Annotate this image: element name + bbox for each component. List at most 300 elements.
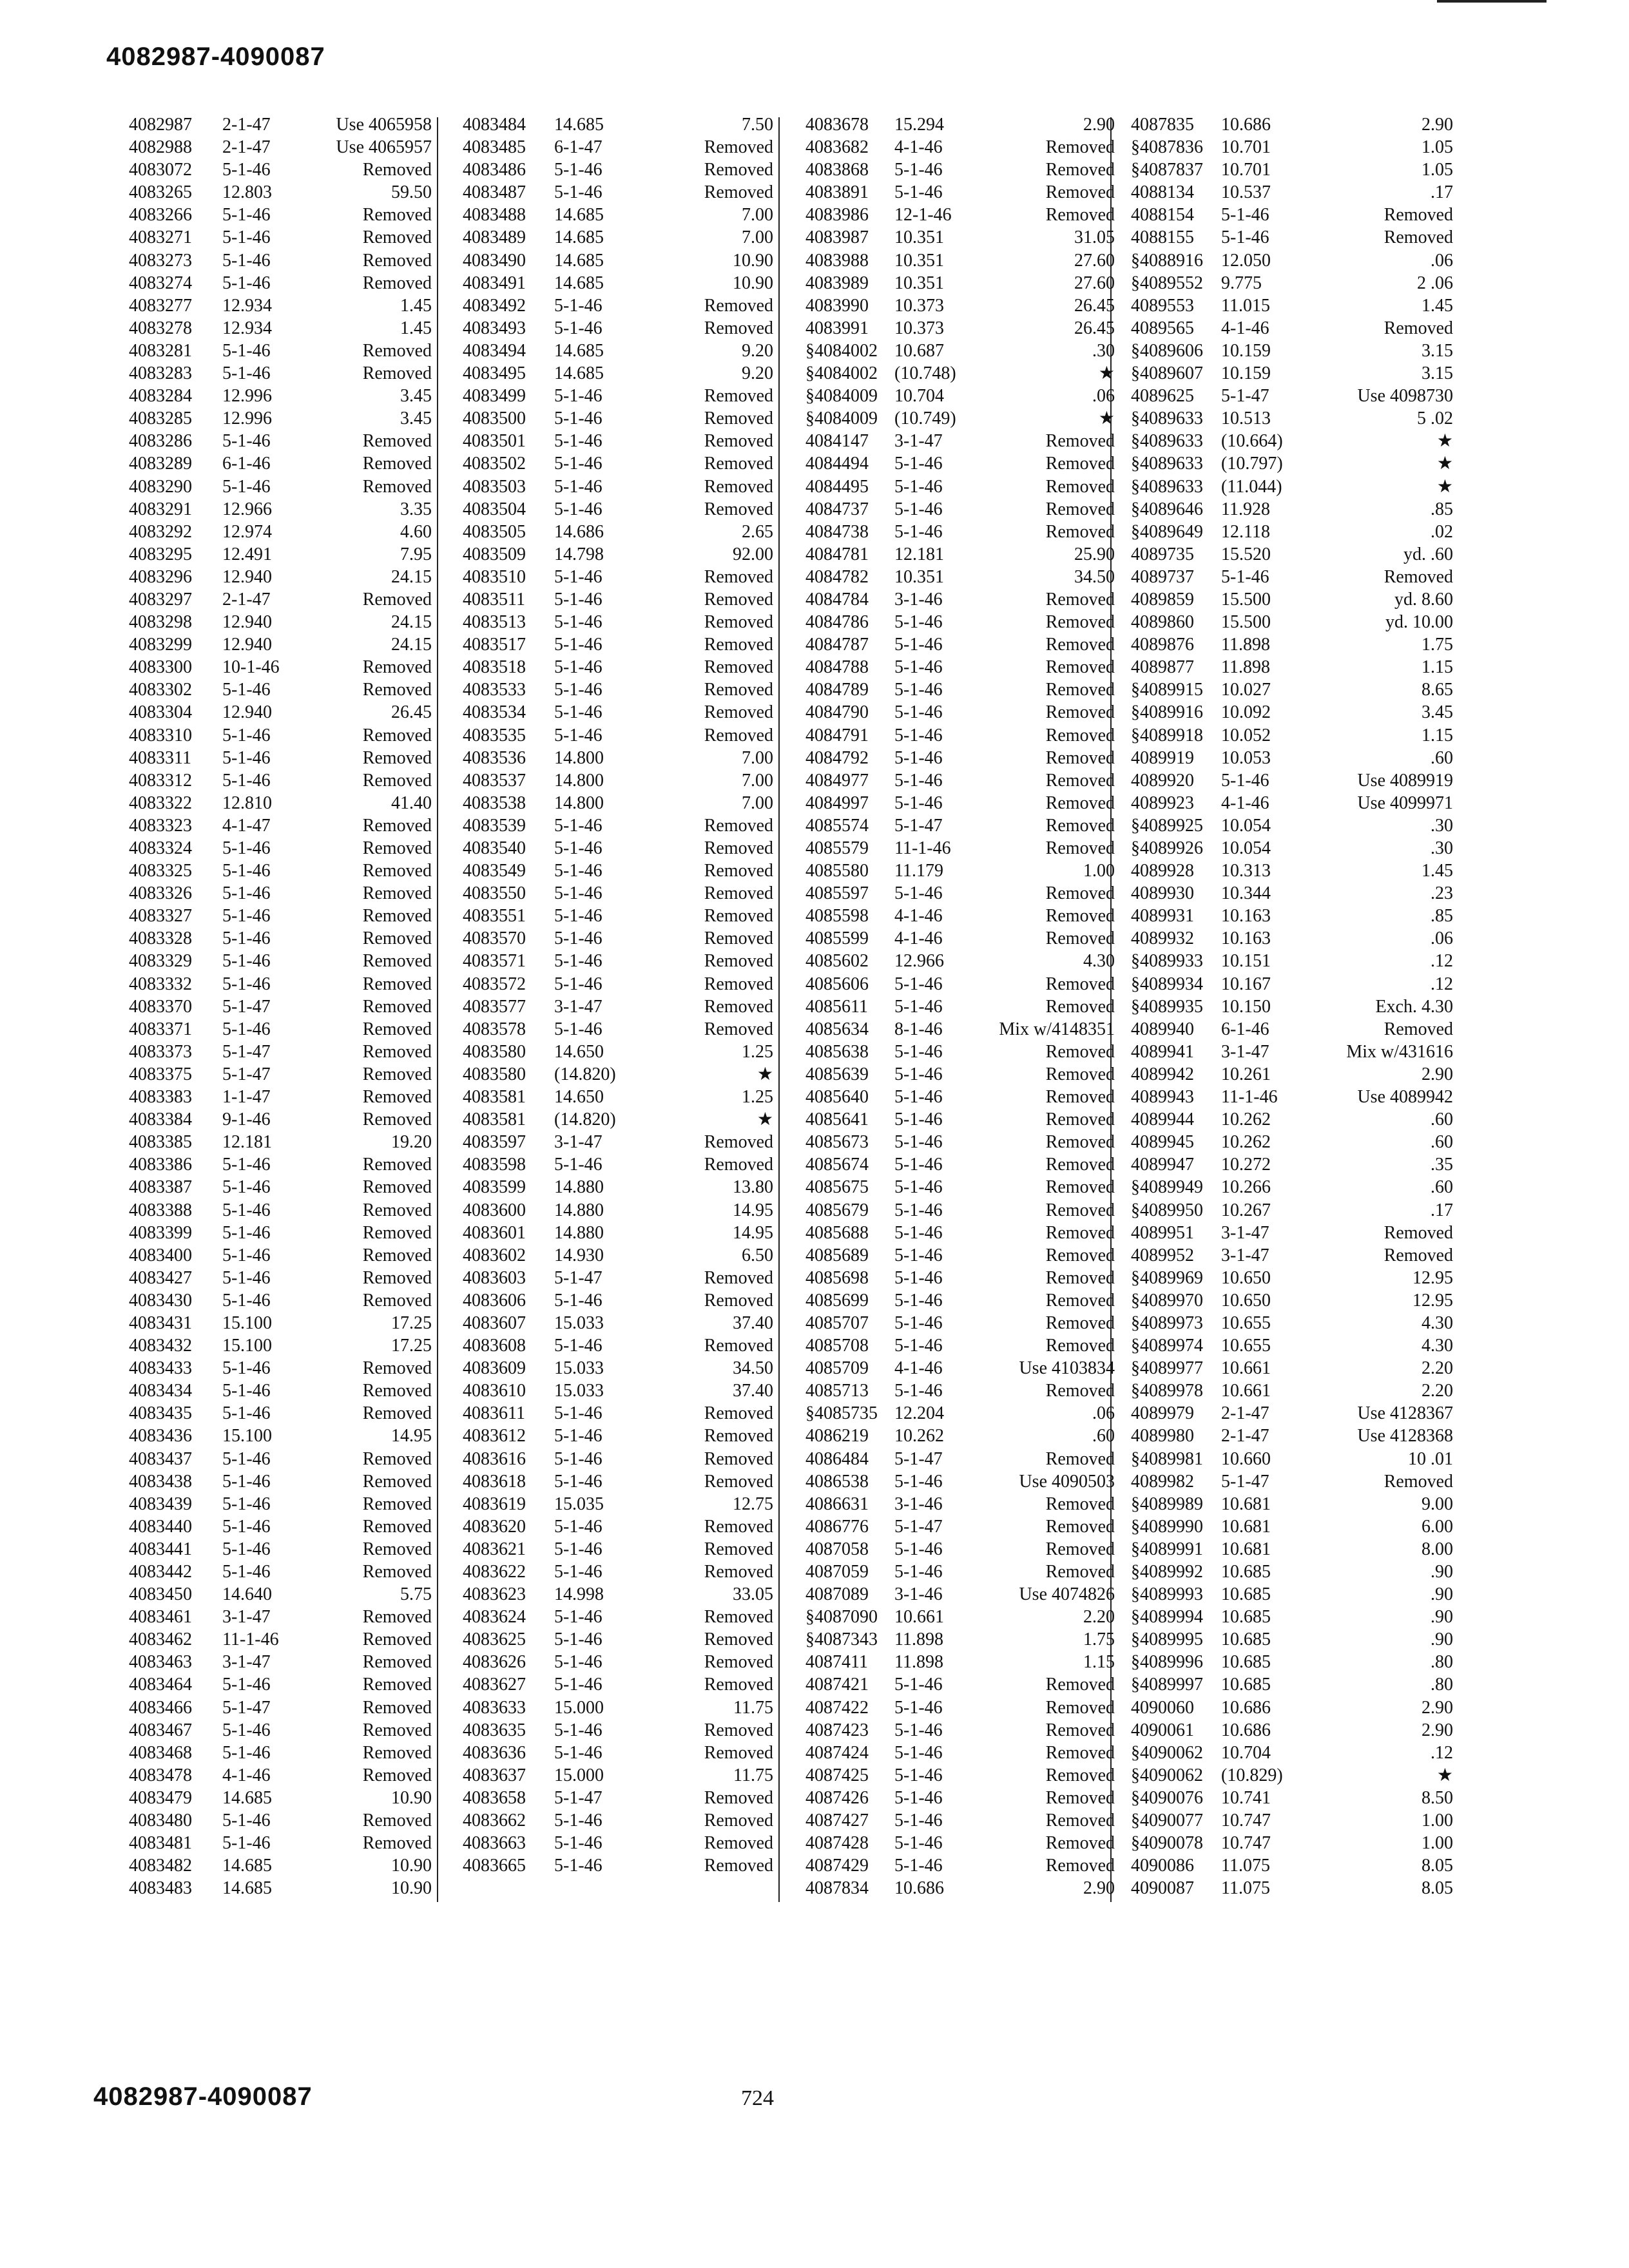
- date-or-rate: 5-1-46: [554, 657, 602, 678]
- status-value: Removed: [362, 273, 432, 293]
- table-row: [793, 1379, 1115, 1402]
- part-number: 4083388: [129, 1200, 192, 1220]
- status-value: .60: [1092, 1426, 1115, 1446]
- status-value: Removed: [362, 725, 432, 745]
- part-number: 4089942: [1131, 1064, 1194, 1084]
- part-number: 4084789: [805, 680, 869, 700]
- part-number: 4083322: [129, 793, 192, 813]
- date-or-rate: 4-1-47: [222, 815, 271, 836]
- part-number: 4085597: [805, 883, 869, 904]
- part-number: 4083383: [129, 1087, 192, 1108]
- table-row: [129, 1086, 432, 1108]
- status-value: .90: [1431, 1629, 1453, 1650]
- part-number: §4089633: [1131, 454, 1203, 474]
- date-or-rate: 5-1-46: [222, 1177, 271, 1198]
- date-or-rate: 5-1-46: [554, 883, 602, 904]
- date-or-rate: 5-1-46: [894, 747, 943, 768]
- status-value: 27.60: [1074, 250, 1115, 271]
- date-or-rate: 5-1-46: [554, 476, 602, 497]
- part-number: 4083581: [463, 1087, 526, 1108]
- part-number: 4084791: [805, 725, 869, 745]
- status-value: 7.00: [742, 227, 773, 248]
- date-or-rate: 11.898: [1221, 657, 1270, 678]
- part-number: 4083606: [463, 1290, 526, 1311]
- table-row: [129, 385, 432, 407]
- status-value: 37.40: [733, 1381, 773, 1401]
- part-number: §4089997: [1131, 1675, 1203, 1695]
- status-value: 7.95: [400, 544, 432, 564]
- table-row: [1118, 385, 1453, 407]
- date-or-rate: 12.181: [894, 544, 944, 564]
- part-number: 4083682: [805, 137, 869, 158]
- table-row: [793, 814, 1115, 837]
- date-or-rate: 10.159: [1221, 363, 1271, 384]
- status-value: .06: [1431, 250, 1453, 271]
- table-row: [1118, 1402, 1453, 1425]
- table-row: [793, 1267, 1115, 1289]
- date-or-rate: 10.266: [1221, 1177, 1271, 1198]
- status-value: 14.95: [733, 1200, 773, 1220]
- status-value: Removed: [1045, 205, 1115, 226]
- status-value: 34.50: [1074, 566, 1115, 587]
- table-row: [793, 362, 1115, 385]
- table-row: [1118, 543, 1453, 566]
- date-or-rate: 5-1-46: [554, 1652, 602, 1673]
- table-row: [451, 633, 773, 656]
- part-number: §4087837: [1131, 160, 1203, 180]
- part-number: §4090077: [1131, 1811, 1203, 1831]
- date-or-rate: 11.928: [1221, 499, 1270, 519]
- date-or-rate: 4-1-46: [894, 137, 943, 158]
- date-or-rate: 5-1-47: [222, 1041, 271, 1062]
- table-row: [129, 747, 432, 769]
- status-value: Removed: [1045, 883, 1115, 904]
- status-value: Removed: [1383, 1471, 1453, 1492]
- date-or-rate: 5-1-46: [554, 295, 602, 316]
- date-or-rate: 3-1-46: [894, 1494, 943, 1514]
- status-value: Removed: [362, 1471, 432, 1492]
- status-value: 1.25: [742, 1087, 773, 1108]
- status-value: ★: [1098, 408, 1115, 429]
- table-row: [793, 1673, 1115, 1696]
- table-row: [793, 1561, 1115, 1583]
- status-value: Removed: [362, 996, 432, 1017]
- table-row: [1118, 837, 1453, 860]
- date-or-rate: 12.966: [222, 499, 272, 519]
- part-number: 4083599: [463, 1177, 526, 1198]
- status-value: 17.25: [391, 1336, 432, 1356]
- part-number: §4089969: [1131, 1267, 1203, 1288]
- status-value: Removed: [704, 160, 773, 180]
- date-or-rate: 11.015: [1221, 295, 1270, 316]
- table-row: [129, 1041, 432, 1063]
- status-value: Removed: [1045, 1064, 1115, 1084]
- date-or-rate: 3-1-47: [222, 1607, 271, 1628]
- status-value: Removed: [362, 1177, 432, 1198]
- part-number: 4083273: [129, 250, 192, 271]
- date-or-rate: 10.661: [1221, 1381, 1271, 1401]
- date-or-rate: 10.661: [894, 1607, 944, 1628]
- status-value: 7.00: [742, 770, 773, 791]
- part-number: 4083619: [463, 1494, 526, 1514]
- part-number: §4084009: [805, 408, 878, 429]
- status-value: Removed: [1383, 227, 1453, 248]
- status-value: 1.00: [1422, 1833, 1453, 1854]
- date-or-rate: 10.167: [1221, 974, 1271, 994]
- status-value: 2.20: [1083, 1607, 1115, 1628]
- table-row: [793, 1854, 1115, 1877]
- table-row: [1118, 1764, 1453, 1787]
- date-or-rate: 10.052: [1221, 725, 1271, 745]
- part-number: 4085640: [805, 1087, 869, 1108]
- status-value: 8.05: [1422, 1856, 1453, 1876]
- part-number: 4084737: [805, 499, 869, 519]
- part-number: 4087089: [805, 1584, 869, 1605]
- date-or-rate: 10.685: [1221, 1607, 1271, 1628]
- part-number: 4083891: [805, 182, 869, 203]
- table-row: [1118, 814, 1453, 837]
- date-or-rate: 3-1-47: [1221, 1041, 1269, 1062]
- part-number: 4083625: [463, 1629, 526, 1650]
- date-or-rate: 2-1-47: [222, 589, 271, 610]
- table-row: [1118, 724, 1453, 747]
- date-or-rate: 5-1-47: [894, 1448, 943, 1469]
- status-value: Removed: [704, 928, 773, 949]
- date-or-rate: 2-1-47: [222, 137, 271, 158]
- status-value: 8.05: [1422, 1878, 1453, 1899]
- table-row: [451, 1041, 773, 1063]
- status-value: 1.15: [1422, 725, 1453, 745]
- table-row: [793, 701, 1115, 724]
- part-number: 4084147: [805, 431, 869, 452]
- table-row: [451, 927, 773, 950]
- table-row: [451, 611, 773, 633]
- part-number: 4083990: [805, 295, 869, 316]
- status-value: Removed: [704, 838, 773, 858]
- date-or-rate: 10.655: [1221, 1312, 1271, 1333]
- status-value: Removed: [704, 974, 773, 994]
- part-number: 4083490: [463, 250, 526, 271]
- date-or-rate: 5-1-46: [222, 1019, 271, 1039]
- part-number: §4089990: [1131, 1516, 1203, 1537]
- part-number: 4083387: [129, 1177, 192, 1198]
- part-number: 4083427: [129, 1267, 192, 1288]
- date-or-rate: 5-1-46: [894, 499, 943, 519]
- date-or-rate: 5-1-46: [894, 770, 943, 791]
- status-value: 10.90: [391, 1856, 432, 1876]
- table-row: [793, 1244, 1115, 1267]
- part-number: 4083571: [463, 951, 526, 972]
- table-row: [451, 543, 773, 566]
- date-or-rate: 5-1-46: [894, 1381, 943, 1401]
- part-number: 4083610: [463, 1381, 526, 1401]
- table-row: [451, 701, 773, 724]
- table-row: [793, 566, 1115, 588]
- status-value: 1.45: [1422, 861, 1453, 881]
- status-value: 1.05: [1422, 137, 1453, 158]
- date-or-rate: 5-1-46: [554, 838, 602, 858]
- date-or-rate: 14.685: [554, 227, 604, 248]
- status-value: Removed: [1045, 1539, 1115, 1559]
- part-number: 4090061: [1131, 1720, 1194, 1740]
- table-row: [451, 1199, 773, 1222]
- status-value: .80: [1431, 1652, 1453, 1673]
- status-value: 8.50: [1422, 1787, 1453, 1808]
- part-number: 4083289: [129, 454, 192, 474]
- date-or-rate: 10.701: [1221, 160, 1271, 180]
- table-row: [451, 272, 773, 294]
- status-value: 1.00: [1422, 1811, 1453, 1831]
- part-number: 4082988: [129, 137, 192, 158]
- status-value: .30: [1431, 838, 1453, 858]
- part-number: §4089973: [1131, 1312, 1203, 1333]
- part-number: 4089944: [1131, 1110, 1194, 1130]
- status-value: 3.45: [1422, 702, 1453, 723]
- table-row: [451, 317, 773, 340]
- part-number: 4083442: [129, 1562, 192, 1582]
- date-or-rate: 11-1-46: [894, 838, 951, 858]
- status-value: Use 4089919: [1357, 770, 1453, 791]
- part-number: 4083510: [463, 566, 526, 587]
- table-row: [1118, 1561, 1453, 1583]
- part-number: 4087429: [805, 1856, 869, 1876]
- status-value: Removed: [1045, 1720, 1115, 1740]
- table-row: [451, 1108, 773, 1131]
- table-row: [451, 1538, 773, 1561]
- table-row: [793, 724, 1115, 747]
- date-or-rate: 12.974: [222, 521, 272, 542]
- status-value: 2.65: [742, 521, 773, 542]
- date-or-rate: 5-1-46: [222, 1720, 271, 1740]
- date-or-rate: 14.640: [222, 1584, 272, 1605]
- status-value: Removed: [1045, 182, 1115, 203]
- table-row: [793, 1515, 1115, 1538]
- date-or-rate: 5-1-46: [554, 1742, 602, 1763]
- date-or-rate: 5-1-46: [554, 1675, 602, 1695]
- table-row: [1118, 1312, 1453, 1334]
- status-value: 1.75: [1422, 635, 1453, 655]
- part-number: 4083297: [129, 589, 192, 610]
- status-value: Removed: [362, 1200, 432, 1220]
- date-or-rate: 5-1-46: [222, 273, 271, 293]
- part-number: 4089980: [1131, 1426, 1194, 1446]
- table-row: [1118, 294, 1453, 317]
- status-value: Removed: [362, 160, 432, 180]
- status-value: 1.05: [1422, 160, 1453, 180]
- part-number: 4085674: [805, 1155, 869, 1175]
- table-row: [129, 1493, 432, 1515]
- date-or-rate: 10.092: [1221, 702, 1271, 723]
- part-number: 4083494: [463, 340, 526, 361]
- table-row: [1118, 1583, 1453, 1606]
- part-number: 4086776: [805, 1516, 869, 1537]
- part-number: 4083487: [463, 182, 526, 203]
- date-or-rate: 14.685: [554, 273, 604, 293]
- status-value: 2.90: [1083, 115, 1115, 135]
- table-row: [793, 385, 1115, 407]
- part-number: 4083285: [129, 408, 192, 429]
- part-number: 4083535: [463, 725, 526, 745]
- table-row: [1118, 747, 1453, 769]
- table-row: [1118, 566, 1453, 588]
- table-row: [793, 1312, 1115, 1334]
- status-value: 6.00: [1422, 1516, 1453, 1537]
- date-or-rate: 5-1-47: [894, 1516, 943, 1537]
- date-or-rate: 5-1-47: [1221, 386, 1269, 407]
- part-number: 4083323: [129, 815, 192, 836]
- date-or-rate: 5-1-46: [894, 883, 943, 904]
- date-or-rate: 12.934: [222, 295, 272, 316]
- status-value: Removed: [1045, 1811, 1115, 1831]
- part-number: §4089916: [1131, 702, 1203, 723]
- table-row: [793, 1583, 1115, 1606]
- table-row: [793, 792, 1115, 814]
- part-number: 4089945: [1131, 1132, 1194, 1153]
- date-or-rate: 5-1-46: [554, 635, 602, 655]
- part-number: §4087090: [805, 1607, 878, 1628]
- status-value: 1.75: [1083, 1629, 1115, 1650]
- status-value: 24.15: [391, 612, 432, 633]
- part-number: 4083461: [129, 1607, 192, 1628]
- status-value: 5 .02: [1417, 408, 1453, 429]
- part-number: §4089918: [1131, 725, 1203, 745]
- status-value: Removed: [362, 1675, 432, 1695]
- table-row: [451, 1334, 773, 1357]
- date-or-rate: 5-1-46: [554, 1403, 602, 1424]
- date-or-rate: 9.775: [1221, 273, 1262, 293]
- table-row: [1118, 407, 1453, 430]
- status-value: Removed: [362, 205, 432, 226]
- date-or-rate: 10.054: [1221, 815, 1271, 836]
- status-value: Removed: [1383, 318, 1453, 338]
- part-number: §4089607: [1131, 363, 1203, 384]
- part-number: 4088154: [1131, 205, 1194, 226]
- date-or-rate: 5-1-46: [554, 702, 602, 723]
- date-or-rate: 10.054: [1221, 838, 1271, 858]
- status-value: Removed: [704, 996, 773, 1017]
- date-or-rate: 10.262: [894, 1426, 944, 1446]
- part-number: 4083572: [463, 974, 526, 994]
- table-row: [451, 1628, 773, 1651]
- status-value: Use 4065958: [336, 115, 432, 135]
- part-number: 4083399: [129, 1222, 192, 1243]
- table-row: [129, 1267, 432, 1289]
- date-or-rate: 10.150: [1221, 996, 1271, 1017]
- table-row: [793, 294, 1115, 317]
- table-row: [129, 1244, 432, 1267]
- date-or-rate: 12.491: [222, 544, 272, 564]
- table-row: [793, 1018, 1115, 1041]
- status-value: Removed: [704, 861, 773, 881]
- date-or-rate: 14.685: [554, 250, 604, 271]
- status-value: 2.90: [1083, 1878, 1115, 1899]
- table-row: [1118, 521, 1453, 543]
- status-value: Removed: [704, 1267, 773, 1288]
- table-row: [451, 1244, 773, 1267]
- table-row: [793, 1538, 1115, 1561]
- date-or-rate: 6-1-46: [222, 454, 271, 474]
- part-number: 4083265: [129, 182, 192, 203]
- date-or-rate: 10.685: [1221, 1629, 1271, 1650]
- date-or-rate: 11-1-46: [1221, 1087, 1278, 1108]
- status-value: 1.45: [400, 318, 432, 338]
- status-value: 10.90: [391, 1787, 432, 1808]
- status-value: Removed: [704, 1155, 773, 1175]
- part-number: 4090087: [1131, 1878, 1194, 1899]
- part-number: 4083603: [463, 1267, 526, 1288]
- date-or-rate: 10.681: [1221, 1516, 1271, 1537]
- part-number: 4083478: [129, 1765, 192, 1785]
- status-value: 7.50: [742, 115, 773, 135]
- part-number: 4089941: [1131, 1041, 1194, 1062]
- table-row: [451, 566, 773, 588]
- part-number: 4084738: [805, 521, 869, 542]
- table-row: [1118, 1538, 1453, 1561]
- part-number: 4083499: [463, 386, 526, 407]
- table-row: [129, 476, 432, 498]
- table-row: [793, 656, 1115, 678]
- table-row: [129, 701, 432, 724]
- part-number: 4083278: [129, 318, 192, 338]
- date-or-rate: 10.685: [1221, 1584, 1271, 1605]
- status-value: 92.00: [733, 544, 773, 564]
- status-value: Removed: [362, 1087, 432, 1108]
- table-row: [1118, 1470, 1453, 1493]
- status-value: Removed: [362, 227, 432, 248]
- table-row: [129, 249, 432, 272]
- status-value: Removed: [362, 431, 432, 452]
- date-or-rate: 8-1-46: [894, 1019, 943, 1039]
- part-number: 4083433: [129, 1358, 192, 1379]
- status-value: Removed: [1045, 1312, 1115, 1333]
- part-number: 4089735: [1131, 544, 1194, 564]
- status-value: ★: [1098, 363, 1115, 384]
- part-number: 4083277: [129, 295, 192, 316]
- part-number: 4089928: [1131, 861, 1194, 881]
- date-or-rate: 12.050: [1221, 250, 1271, 271]
- status-value: Use 4090503: [1019, 1471, 1115, 1492]
- date-or-rate: 14.880: [554, 1222, 604, 1243]
- date-or-rate: 12.204: [894, 1403, 944, 1424]
- table-row: [1118, 1289, 1453, 1312]
- part-number: 4084788: [805, 657, 869, 678]
- table-row: [451, 1719, 773, 1742]
- date-or-rate: 5-1-46: [222, 160, 271, 180]
- status-value: Removed: [1045, 838, 1115, 858]
- part-number: 4083511: [463, 589, 525, 610]
- table-row: [1118, 656, 1453, 678]
- part-number: §4089934: [1131, 974, 1203, 994]
- part-number: 4083539: [463, 815, 526, 836]
- date-or-rate: 5-1-47: [554, 1787, 602, 1808]
- status-value: Removed: [362, 1064, 432, 1084]
- status-value: Removed: [704, 883, 773, 904]
- date-or-rate: 3-1-47: [554, 996, 602, 1017]
- date-or-rate: 11.898: [1221, 635, 1270, 655]
- part-number: §4089606: [1131, 340, 1203, 361]
- date-or-rate: 10.686: [1221, 1697, 1271, 1718]
- status-value: ★: [757, 1064, 773, 1084]
- table-row: [129, 566, 432, 588]
- status-value: Removed: [362, 951, 432, 972]
- status-value: 7.00: [742, 793, 773, 813]
- date-or-rate: 15.000: [554, 1765, 604, 1785]
- date-or-rate: 5-1-46: [554, 861, 602, 881]
- date-or-rate: 5-1-46: [222, 205, 271, 226]
- date-or-rate: 15.100: [222, 1426, 272, 1446]
- part-number: 4089859: [1131, 589, 1194, 610]
- date-or-rate: 5-1-47: [222, 1064, 271, 1084]
